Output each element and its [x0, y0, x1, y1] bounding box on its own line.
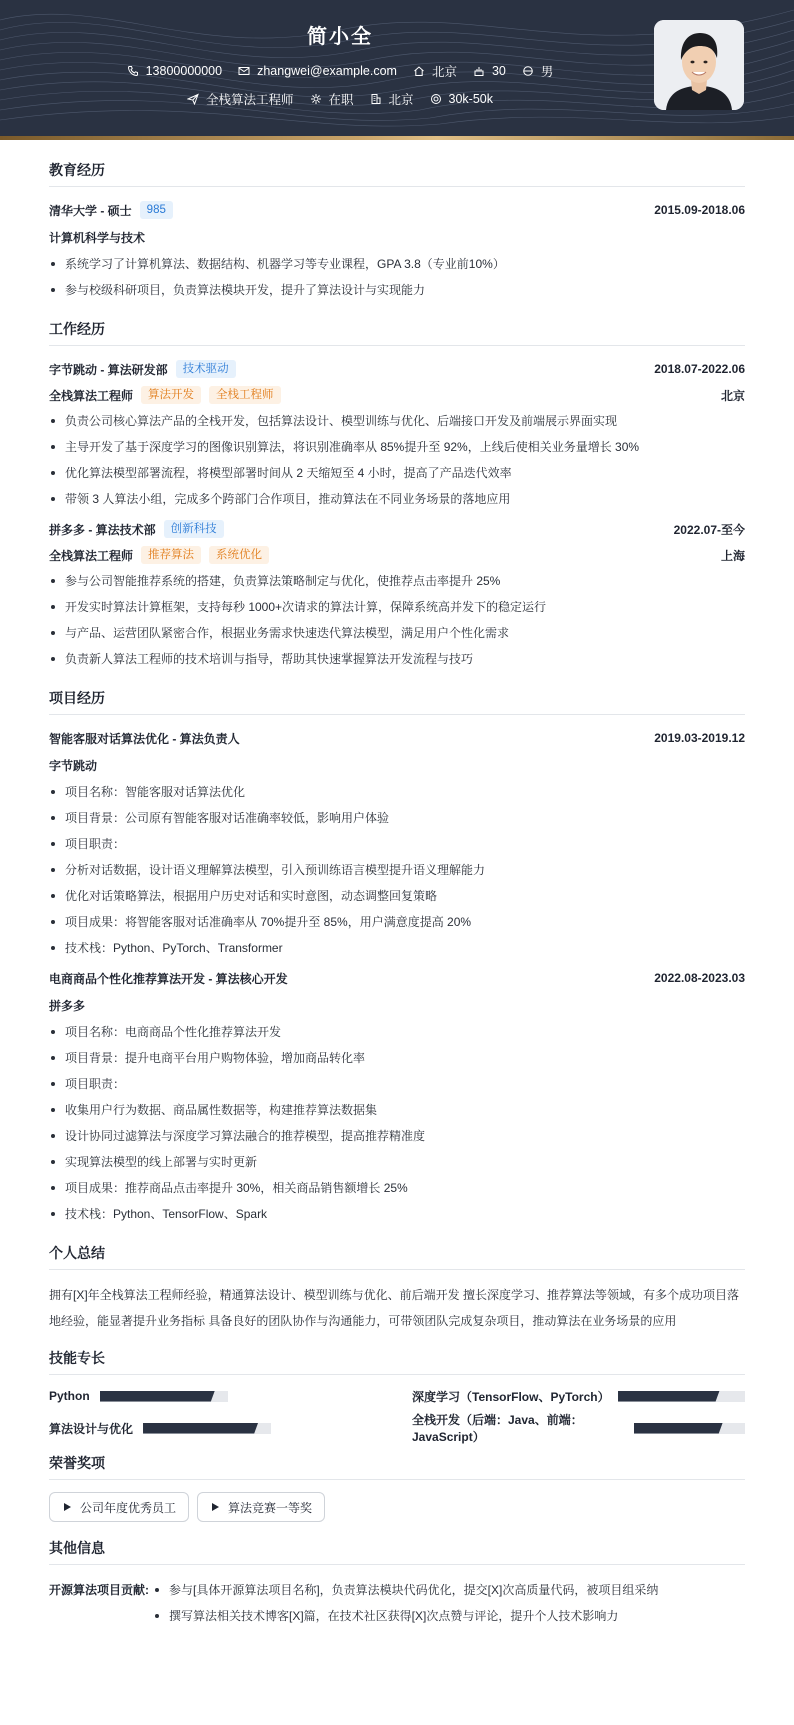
skill-item — [49, 1419, 382, 1437]
skill-name: 深度学习（TensorFlow、PyTorch） — [412, 1389, 610, 1404]
gender-icon — [522, 65, 534, 77]
list-item: 主导开发了基于深度学习的图像识别算法，将识别准确率从 85%提升至 92%，上线后使相关业务量增长 30% — [49, 434, 745, 460]
education-period: 2015.09-2018.06 — [654, 203, 745, 217]
list-item: 分析对话数据，设计语义理解算法模型，引入预训练语言模型提升语义理解能力 — [49, 857, 745, 883]
role-name: 全栈算法工程师 — [49, 548, 134, 563]
role-name: 全栈算法工程师 — [49, 388, 134, 403]
projects-section — [49, 688, 745, 1227]
list-item: 项目成果：推荐商品点击率提升 30%，相关商品销售额增长 25% — [49, 1175, 745, 1201]
role-tag: 算法开发 — [141, 386, 201, 404]
work-role-row — [49, 544, 745, 566]
list-item: 项目成果：将智能客服对话准确率从 70%提升至 85%，用户满意度提高 20% — [49, 909, 745, 935]
company-tag: 创新科技 — [164, 520, 224, 538]
project-entry-header — [49, 727, 745, 749]
skill-bar — [618, 1391, 745, 1402]
cake-icon — [473, 65, 485, 77]
email-text: zhangwei@example.com — [257, 64, 397, 78]
skill-fill — [100, 1391, 215, 1402]
list-item: 技术栈：Python、PyTorch、Transformer — [49, 935, 745, 961]
project-company: 拼多多 — [49, 999, 86, 1013]
education-title: 教育经历 — [49, 160, 745, 187]
major: 计算机科学与技术 — [49, 231, 146, 245]
gender-item — [522, 62, 554, 80]
work-entry-header — [49, 358, 745, 380]
skills-grid — [49, 1387, 745, 1444]
contact-row — [0, 62, 680, 80]
list-item: 项目背景：提升电商平台用户购物体验，增加商品转化率 — [49, 1045, 745, 1071]
list-item: 项目职责： — [49, 831, 745, 857]
status-item — [310, 90, 354, 108]
company-name: 字节跳动 - 算法研发部 — [49, 362, 168, 377]
school-name: 清华大学 - 硕士 — [49, 203, 132, 218]
award-chip[interactable] — [49, 1492, 189, 1522]
education-section — [49, 160, 745, 303]
city-item — [370, 90, 414, 108]
education-bullets — [49, 251, 745, 303]
building-icon — [370, 93, 382, 105]
role-tag: 系统优化 — [209, 546, 269, 564]
location-text: 北京 — [431, 65, 457, 79]
skill-fill — [143, 1423, 258, 1434]
list-item: 设计协同过滤算法与深度学习算法融合的推荐模型，提高推荐精准度 — [49, 1123, 745, 1149]
avatar — [654, 20, 744, 110]
age-item — [473, 64, 506, 78]
work-period: 2022.07-至今 — [673, 522, 745, 537]
skill-bar — [143, 1423, 271, 1434]
gear-icon — [310, 93, 322, 105]
list-item: 技术栈：Python、TensorFlow、Spark — [49, 1201, 745, 1227]
salary-item — [430, 92, 493, 106]
list-item: 参与公司智能推荐系统的搭建，负责算法策略制定与优化，使推荐点击率提升 25% — [49, 568, 745, 594]
project-bullets — [49, 779, 745, 961]
list-item: 系统学习了计算机算法、数据结构、机器学习等专业课程，GPA 3.8（专业前10%） — [49, 251, 745, 277]
skill-bar — [100, 1391, 228, 1402]
summary-section — [49, 1243, 745, 1334]
skill-name: 算法设计与优化 — [49, 1421, 134, 1436]
list-item: 参与[具体开源算法项目名称]，负责算法模块代码优化，提交[X]次高质量代码，被项目组采纳 — [153, 1577, 658, 1603]
resume-header — [0, 0, 794, 140]
company-tag: 技术驱动 — [176, 360, 236, 378]
list-item: 项目职责： — [49, 1071, 745, 1097]
projects-title: 项目经历 — [49, 688, 745, 715]
work-city: 上海 — [720, 548, 745, 563]
project-name: 智能客服对话算法优化 - 算法负责人 — [49, 731, 240, 746]
list-item: 开发实时算法计算框架，支持每秒 1000+次请求的算法计算，保障系统高并发下的稳定运行 — [49, 594, 745, 620]
header-accent-bar — [0, 136, 794, 140]
list-item: 实现算法模型的线上部署与实时更新 — [49, 1149, 745, 1175]
city-text: 北京 — [388, 93, 414, 107]
work-section — [49, 319, 745, 672]
awards-section — [49, 1453, 745, 1522]
summary-title: 个人总结 — [49, 1243, 745, 1270]
list-item: 负责公司核心算法产品的全栈开发，包括算法设计、模型训练与优化、后端接口开发及前端展示界面实现 — [49, 408, 745, 434]
profile-photo — [654, 20, 744, 110]
play-icon — [62, 1502, 72, 1512]
other-title: 其他信息 — [49, 1538, 745, 1565]
work-period: 2018.07-2022.06 — [654, 362, 745, 376]
project-period: 2022.08-2023.03 — [654, 971, 745, 985]
list-item: 带领 3 人算法小组，完成多个跨部门合作项目，推动算法在不同业务场景的落地应用 — [49, 486, 745, 512]
age-text: 30 — [491, 64, 506, 78]
award-label: 算法竞赛一等奖 — [228, 1500, 313, 1515]
summary-text: 拥有[X]年全栈算法工程师经验，精通算法设计、模型训练与优化、前后端开发 擅长深度学习、推荐算法等领域，有多个成功项目落地经验，能显著提升业务指标 具备良好的团队协作与沟通能力，可带领团队完成复杂项目，推动算法在业务场景的应用 — [49, 1288, 740, 1328]
skill-name: Python — [49, 1389, 90, 1403]
list-item: 项目名称：智能客服对话算法优化 — [49, 779, 745, 805]
project-company: 字节跳动 — [49, 759, 98, 773]
role-tag: 推荐算法 — [141, 546, 201, 564]
company-name: 拼多多 - 算法技术部 — [49, 522, 156, 537]
list-item: 负责新人算法工程师的技术培训与指导，帮助其快速掌握算法开发流程与技巧 — [49, 646, 745, 672]
awards-list — [49, 1492, 745, 1522]
role-tag: 全栈工程师 — [209, 386, 281, 404]
skills-title: 技能专长 — [49, 1348, 745, 1375]
education-entry-header — [49, 199, 745, 221]
other-bullets — [153, 1577, 658, 1629]
work-title: 工作经历 — [49, 319, 745, 346]
award-label: 公司年度优秀员工 — [80, 1500, 177, 1515]
skill-fill — [618, 1391, 720, 1402]
work-entry-header — [49, 518, 745, 540]
project-bullets — [49, 1019, 745, 1227]
award-chip[interactable] — [197, 1492, 325, 1522]
phone-icon — [127, 65, 139, 77]
skill-item — [412, 1413, 745, 1444]
project-name: 电商商品个性化推荐算法开发 - 算法核心开发 — [49, 971, 288, 986]
position-text: 全栈算法工程师 — [205, 93, 294, 107]
home-icon — [413, 65, 425, 77]
school-tag: 985 — [140, 201, 173, 219]
work-role-row — [49, 384, 745, 406]
phone-item — [127, 64, 222, 78]
send-icon — [187, 93, 199, 105]
work-bullets — [49, 568, 745, 672]
position-item — [187, 90, 294, 108]
location-item — [413, 62, 457, 80]
email-item — [238, 64, 397, 78]
project-period: 2019.03-2019.12 — [654, 731, 745, 745]
phone-text: 13800000000 — [145, 64, 223, 78]
awards-title: 荣誉奖项 — [49, 1453, 745, 1480]
list-item: 优化对话策略算法，根据用户历史对话和实时意图，动态调整回复策略 — [49, 883, 745, 909]
work-city: 北京 — [720, 388, 745, 403]
skill-item — [49, 1387, 382, 1405]
list-item: 参与校级科研项目，负责算法模块开发，提升了算法设计与实现能力 — [49, 277, 745, 303]
resume-body — [49, 160, 745, 1629]
skill-name: 全栈开发（后端：Java、前端：JavaScript） — [412, 1413, 583, 1444]
skill-fill — [634, 1423, 723, 1434]
other-section — [49, 1538, 745, 1629]
list-item: 与产品、运营团队紧密合作，根据业务需求快速迭代算法模型，满足用户个性化需求 — [49, 620, 745, 646]
play-icon — [210, 1502, 220, 1512]
status-text: 在职 — [328, 93, 354, 107]
salary-text: 30k-50k — [448, 92, 494, 106]
list-item: 收集用户行为数据、商品属性数据等，构建推荐算法数据集 — [49, 1097, 745, 1123]
coin-icon — [430, 93, 442, 105]
candidate-name: 简小全 — [307, 26, 373, 48]
work-bullets — [49, 408, 745, 512]
skills-section — [49, 1348, 745, 1444]
skill-item — [412, 1387, 745, 1405]
list-item: 撰写算法相关技术博客[X]篇，在技术社区获得[X]次点赞与评论，提升个人技术影响力 — [153, 1603, 658, 1629]
job-intent-row — [0, 90, 680, 108]
gender-text: 男 — [540, 65, 554, 79]
other-label: 开源算法项目贡献: — [49, 1583, 149, 1597]
other-row — [49, 1577, 745, 1629]
list-item: 优化算法模型部署流程，将模型部署时间从 2 天缩短至 4 小时，提高了产品迭代效率 — [49, 460, 745, 486]
project-entry-header — [49, 967, 745, 989]
list-item: 项目名称：电商商品个性化推荐算法开发 — [49, 1019, 745, 1045]
list-item: 项目背景：公司原有智能客服对话准确率较低，影响用户体验 — [49, 805, 745, 831]
mail-icon — [238, 65, 250, 77]
skill-bar — [634, 1423, 745, 1434]
